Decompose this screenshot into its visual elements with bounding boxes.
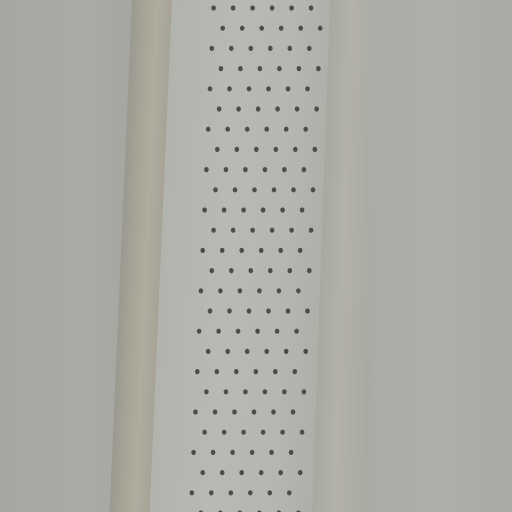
perforation-hole	[259, 26, 264, 31]
perforation-hole	[215, 147, 220, 152]
perforation-hole	[234, 369, 239, 374]
perforation-hole	[318, 26, 323, 31]
perforation-hole	[291, 187, 296, 192]
perforation-hole	[254, 369, 259, 374]
perforation-hole	[220, 248, 225, 253]
perforation-hole	[266, 86, 271, 91]
perforation-hole	[278, 248, 283, 253]
perforation-hole	[305, 86, 310, 91]
perforation-hole	[289, 5, 294, 10]
perforation-hole	[282, 167, 287, 172]
perforation-hole	[247, 308, 252, 313]
perforation-hole	[204, 167, 209, 172]
perforation-hole	[296, 288, 301, 293]
perforation-hole	[289, 228, 294, 233]
perforation-hole	[208, 86, 213, 91]
perforation-hole	[298, 26, 303, 31]
perforation-hole	[263, 389, 268, 394]
perforation-hole	[232, 409, 237, 414]
perforation-hole	[241, 430, 246, 435]
perforation-hole	[286, 86, 291, 91]
perforation-hole	[300, 430, 305, 435]
perforation-hole	[231, 5, 236, 10]
perforation-hole	[266, 308, 271, 313]
perforation-hole	[219, 66, 224, 71]
perforation-hole	[277, 288, 282, 293]
perforation-hole	[252, 187, 257, 192]
perforation-hole	[211, 5, 216, 10]
perforation-hole	[238, 288, 243, 293]
perforation-hole	[257, 288, 262, 293]
perforation-hole	[239, 248, 244, 253]
perforation-hole	[259, 248, 264, 253]
perforation-hole	[193, 409, 198, 414]
perforation-hole	[309, 5, 314, 10]
perforation-hole	[284, 127, 289, 132]
perforation-hole	[255, 329, 260, 334]
perforation-hole	[210, 268, 215, 273]
perforation-hole	[278, 470, 283, 475]
perforation-hole	[195, 369, 200, 374]
perforation-hole	[288, 46, 293, 51]
perforation-hole	[243, 167, 248, 172]
perforation-hole	[197, 329, 202, 334]
perforation-hole	[298, 248, 303, 253]
perforation-hole	[211, 228, 216, 233]
perforation-hole	[307, 46, 312, 51]
perforation-hole	[202, 430, 207, 435]
perforation-hole	[300, 207, 305, 212]
perforation-hole	[239, 470, 244, 475]
perforation-hole	[231, 228, 236, 233]
perforation-hole	[305, 308, 310, 313]
perforation-hole	[279, 26, 284, 31]
perforation-hole	[314, 106, 319, 111]
perforation-hole	[280, 207, 285, 212]
perforation-hole	[200, 470, 205, 475]
perforation-hole	[222, 430, 227, 435]
perforation-hole	[288, 268, 293, 273]
perforation-hole	[302, 167, 307, 172]
perforation-hole	[229, 490, 234, 495]
perforation-hole	[259, 470, 264, 475]
perforation-hole	[256, 106, 261, 111]
perforation-hole	[199, 288, 204, 293]
perforation-hole	[236, 106, 241, 111]
perforation-hole	[227, 86, 232, 91]
perforation-hole	[202, 207, 207, 212]
perforation-hole	[241, 207, 246, 212]
perforation-hole	[213, 409, 218, 414]
perforation-hole	[270, 228, 275, 233]
perforation-hole	[243, 389, 248, 394]
perforation-hole	[268, 46, 273, 51]
perforation-hole	[303, 127, 308, 132]
perforation-hole	[286, 308, 291, 313]
perforation-hole	[225, 127, 230, 132]
perforation-hole	[264, 349, 269, 354]
perforation-hole	[298, 470, 303, 475]
perforation-hole	[204, 389, 209, 394]
perforation-hole	[254, 147, 259, 152]
perforation-hole	[316, 66, 321, 71]
perforation-hole	[302, 389, 307, 394]
perforation-hole	[220, 26, 225, 31]
perforation-hole	[224, 389, 229, 394]
perforation-hole	[240, 26, 245, 31]
perforation-hole	[271, 409, 276, 414]
perforation-hole	[270, 5, 275, 10]
perforation-hole	[245, 349, 250, 354]
perforation-hole	[248, 490, 253, 495]
perforation-hole	[293, 369, 298, 374]
perforation-hole	[218, 288, 223, 293]
perforation-hole	[287, 490, 292, 495]
perforation-hole	[222, 207, 227, 212]
perforation-hole	[217, 106, 222, 111]
perforation-hole	[249, 46, 254, 51]
perforation-hole	[206, 127, 211, 132]
perforation-hole	[293, 147, 298, 152]
perforation-hole	[307, 268, 312, 273]
perforation-hole	[250, 450, 255, 455]
perforation-hole	[235, 147, 240, 152]
perforation-hole	[206, 349, 211, 354]
perforation-hole	[273, 369, 278, 374]
perforation-hole	[236, 329, 241, 334]
perforation-hole	[282, 389, 287, 394]
perforation-hole	[269, 450, 274, 455]
perforation-hole	[263, 167, 268, 172]
perforation-hole	[220, 470, 225, 475]
perforation-hole	[229, 46, 234, 51]
perforation-hole	[311, 187, 316, 192]
perforation-hole	[230, 450, 235, 455]
perforation-hole	[289, 450, 294, 455]
perforation-hole	[261, 207, 266, 212]
perforation-hole	[252, 409, 257, 414]
perforation-hole	[229, 268, 234, 273]
perforation-hole	[258, 66, 263, 71]
perforation-hole	[294, 329, 299, 334]
perforation-hole	[280, 430, 285, 435]
perforation-hole	[277, 66, 282, 71]
perforation-hole	[209, 490, 214, 495]
perforation-hole	[213, 187, 218, 192]
perforation-hole	[190, 490, 195, 495]
perforation-hole	[200, 248, 205, 253]
perforation-hole	[284, 349, 289, 354]
perforation-hole	[238, 66, 243, 71]
perforation-hole	[268, 268, 273, 273]
perforation-hole	[303, 349, 308, 354]
perforation-hole	[275, 329, 280, 334]
perforation-hole	[291, 409, 296, 414]
perforation-hole	[215, 369, 220, 374]
perforation-hole	[274, 147, 279, 152]
perforation-hole	[191, 450, 196, 455]
perforation-hole	[250, 228, 255, 233]
perforation-hole	[211, 450, 216, 455]
perforation-hole	[309, 228, 314, 233]
perforation-hole	[297, 66, 302, 71]
perforation-hole	[268, 490, 273, 495]
perforation-hole	[272, 187, 277, 192]
perforation-hole	[247, 86, 252, 91]
perforation-hole	[313, 147, 318, 152]
perforation-hole	[250, 5, 255, 10]
perforation-hole	[275, 106, 280, 111]
perforation-hole	[245, 127, 250, 132]
perforation-hole	[216, 329, 221, 334]
perforation-hole	[264, 127, 269, 132]
perforation-hole	[208, 308, 213, 313]
perforation-hole	[233, 187, 238, 192]
perforation-hole	[249, 268, 254, 273]
perforation-hole	[225, 349, 230, 354]
perforation-hole	[227, 308, 232, 313]
perforation-hole	[210, 46, 215, 51]
perforation-hole	[224, 167, 229, 172]
perforation-hole	[295, 106, 300, 111]
perforation-hole	[261, 430, 266, 435]
